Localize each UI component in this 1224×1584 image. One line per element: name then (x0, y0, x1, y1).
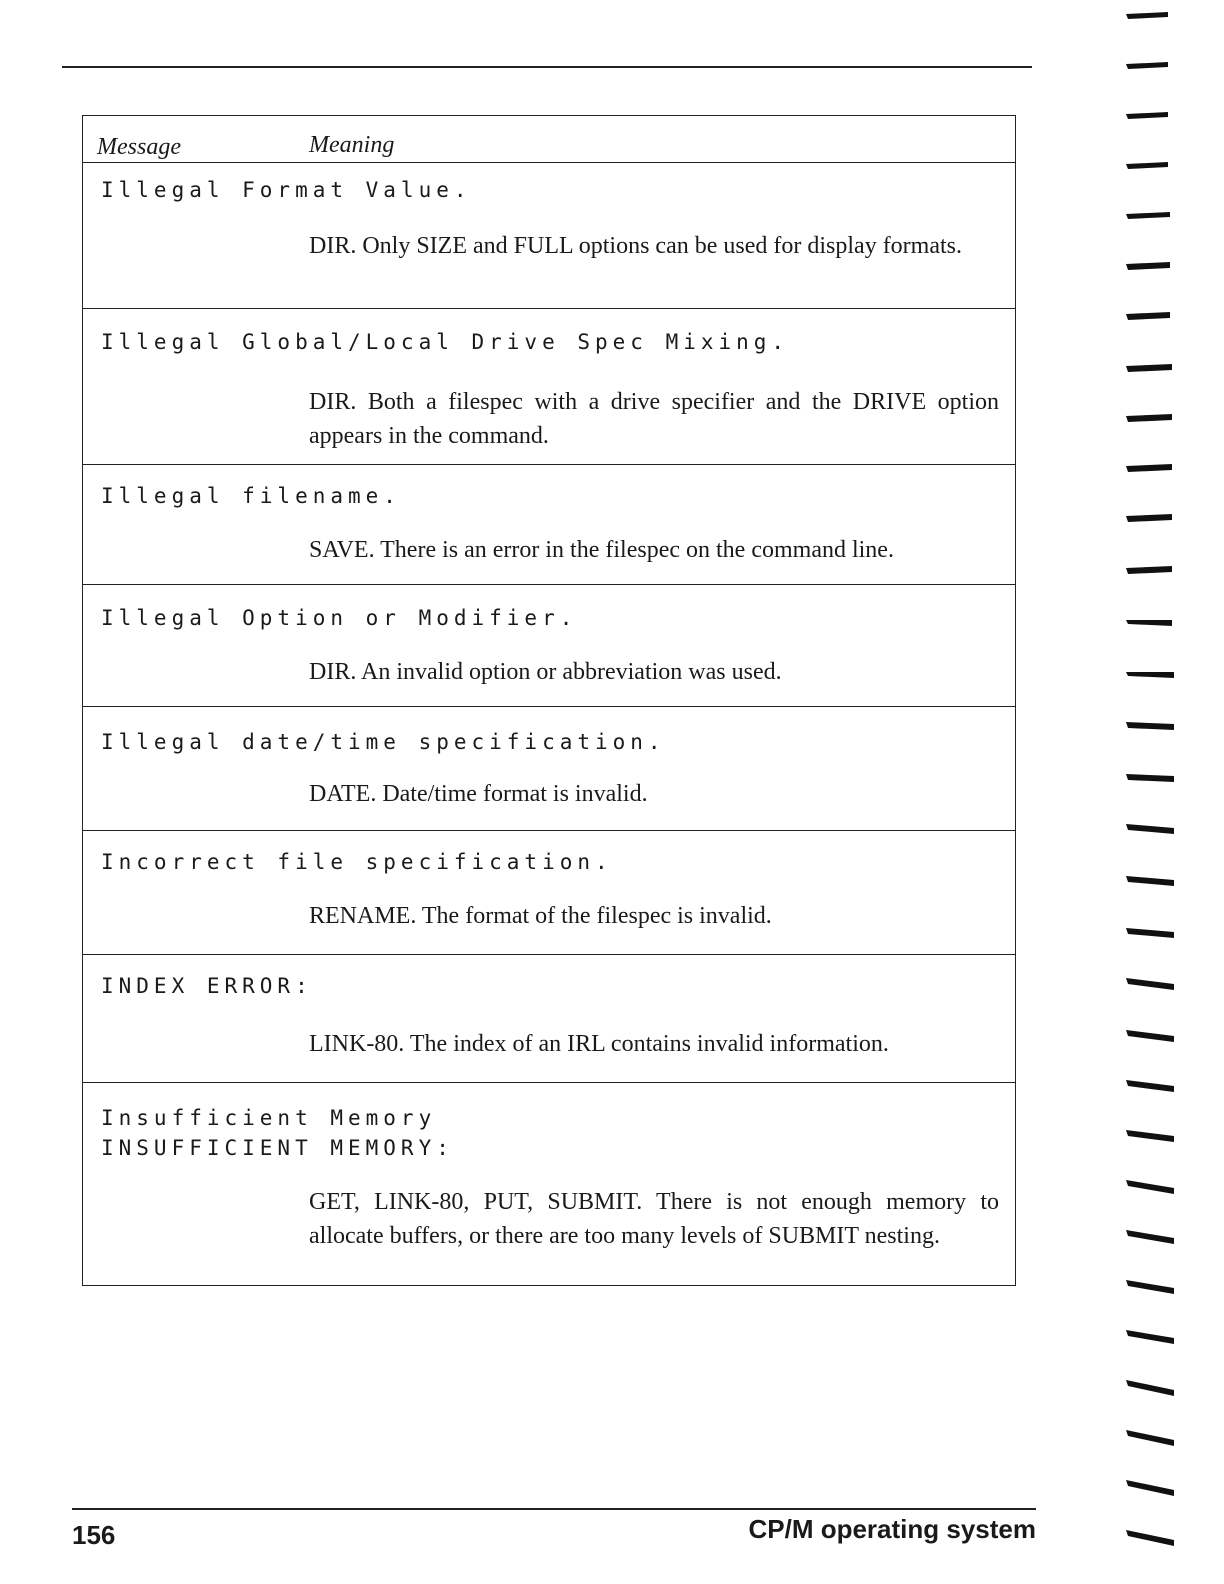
meaning-text: GET, LINK-80, PUT, SUBMIT. There is not enough memory to allocate buffers, or there are too many levels of SUBMIT nesting. (309, 1189, 999, 1249)
table-row (83, 309, 1015, 465)
message-table (82, 115, 1016, 1286)
message-text: Illegal Global/Local Drive Spec Mixing. (101, 330, 790, 354)
message-text: Illegal filename. (101, 484, 401, 508)
table-row (83, 831, 1015, 955)
table-row (83, 707, 1015, 831)
message-column-header: Message (97, 134, 181, 160)
table-row (83, 163, 1015, 309)
message-text: Incorrect file specification. (101, 850, 613, 874)
meaning-text: RENAME. The format of the filespec is invalid. (309, 903, 772, 929)
table-row (83, 465, 1015, 585)
table-row (83, 585, 1015, 707)
meaning-column-header: Meaning (309, 132, 395, 158)
message-text: INDEX ERROR: (101, 974, 313, 998)
meaning-text: SAVE. There is an error in the filespec on the command line. (309, 537, 894, 563)
table-header (83, 116, 1015, 163)
footer-title: CP/M operating system (748, 1514, 1036, 1544)
table-row (83, 955, 1015, 1083)
meaning-text: DIR. Both a filespec with a drive specifier and the DRIVE option appears in the command. (309, 389, 999, 449)
table-row (83, 1083, 1015, 1285)
bottom-rule (72, 1508, 1036, 1510)
meaning-text: DATE. Date/time format is invalid. (309, 781, 648, 807)
message-text: Illegal Format Value. (101, 178, 472, 202)
message-text: Illegal date/time specification. (101, 730, 666, 754)
meaning-text: DIR. An invalid option or abbreviation was used. (309, 659, 782, 685)
message-text: Insufficient Memory INSUFFICIENT MEMORY: (101, 1106, 454, 1160)
page-number: 156 (72, 1520, 116, 1550)
meaning-text: LINK-80. The index of an IRL contains invalid information. (309, 1031, 889, 1057)
meaning-text: DIR. Only SIZE and FULL options can be used for display formats. (309, 233, 963, 259)
message-text: Illegal Option or Modifier. (101, 606, 578, 630)
top-rule (62, 66, 1032, 68)
binding-marks (1122, 0, 1182, 1584)
